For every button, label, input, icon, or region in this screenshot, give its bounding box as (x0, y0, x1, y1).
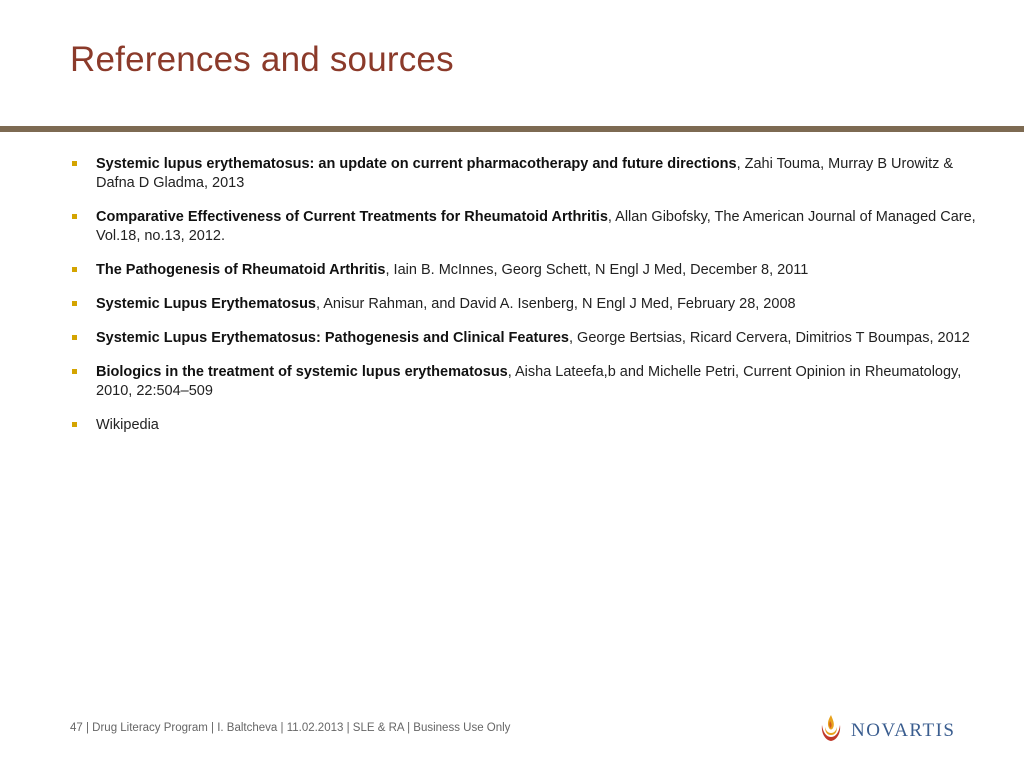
slide-title: References and sources (70, 40, 454, 79)
novartis-logo (818, 713, 958, 743)
list-item (70, 208, 985, 246)
list-item (70, 261, 985, 280)
bullet-icon (72, 369, 77, 374)
bullet-icon (72, 267, 77, 272)
reference-details: , Anisur Rahman, and David A. Isenberg, N Engl J Med, February 28, 2008 (316, 296, 796, 312)
reference-details: , Aisha Lateefa,b and Michelle Petri, Current Opinion in Rheumatology, 2010, 22:504–509 (96, 364, 962, 399)
reference-title: Biologics in the treatment of systemic lupus erythematosus (96, 364, 508, 380)
reference-title: Systemic Lupus Erythematosus (96, 296, 316, 312)
reference-details: , George Bertsias, Ricard Cervera, Dimitrios T Boumpas, 2012 (569, 330, 970, 346)
logo-wordmark: NOVARTIS (851, 720, 956, 741)
bullet-icon (72, 161, 77, 166)
bullet-icon (72, 214, 77, 219)
reference-list (70, 155, 985, 450)
reference-title: Systemic Lupus Erythematosus: Pathogenesis and Clinical Features (96, 330, 569, 346)
list-item (70, 416, 985, 435)
slide-footer: 47 | Drug Literacy Program | I. Baltcheva | 11.02.2013 | SLE & RA | Business Use Only (70, 722, 511, 734)
novartis-flame-icon (818, 713, 844, 743)
reference-details: , Iain B. McInnes, Georg Schett, N Engl J Med, December 8, 2011 (385, 262, 809, 278)
reference-title: Comparative Effectiveness of Current Treatments for Rheumatoid Arthritis (96, 209, 608, 225)
bullet-icon (72, 335, 77, 340)
bullet-icon (72, 301, 77, 306)
list-item (70, 329, 985, 348)
list-item (70, 363, 985, 401)
reference-title: Systemic lupus erythematosus: an update on current pharmacotherapy and future directions (96, 156, 737, 172)
reference-details: Wikipedia (96, 417, 159, 433)
list-item (70, 155, 985, 193)
title-divider (0, 126, 1024, 132)
reference-details: , Allan Gibofsky, The American Journal of Managed Care, Vol.18, no.13, 2012. (96, 209, 976, 244)
list-item (70, 295, 985, 314)
reference-title: The Pathogenesis of Rheumatoid Arthritis (96, 262, 386, 278)
bullet-icon (72, 422, 77, 427)
reference-details: , Zahi Touma, Murray B Urowitz & Dafna D Gladma, 2013 (96, 156, 954, 191)
